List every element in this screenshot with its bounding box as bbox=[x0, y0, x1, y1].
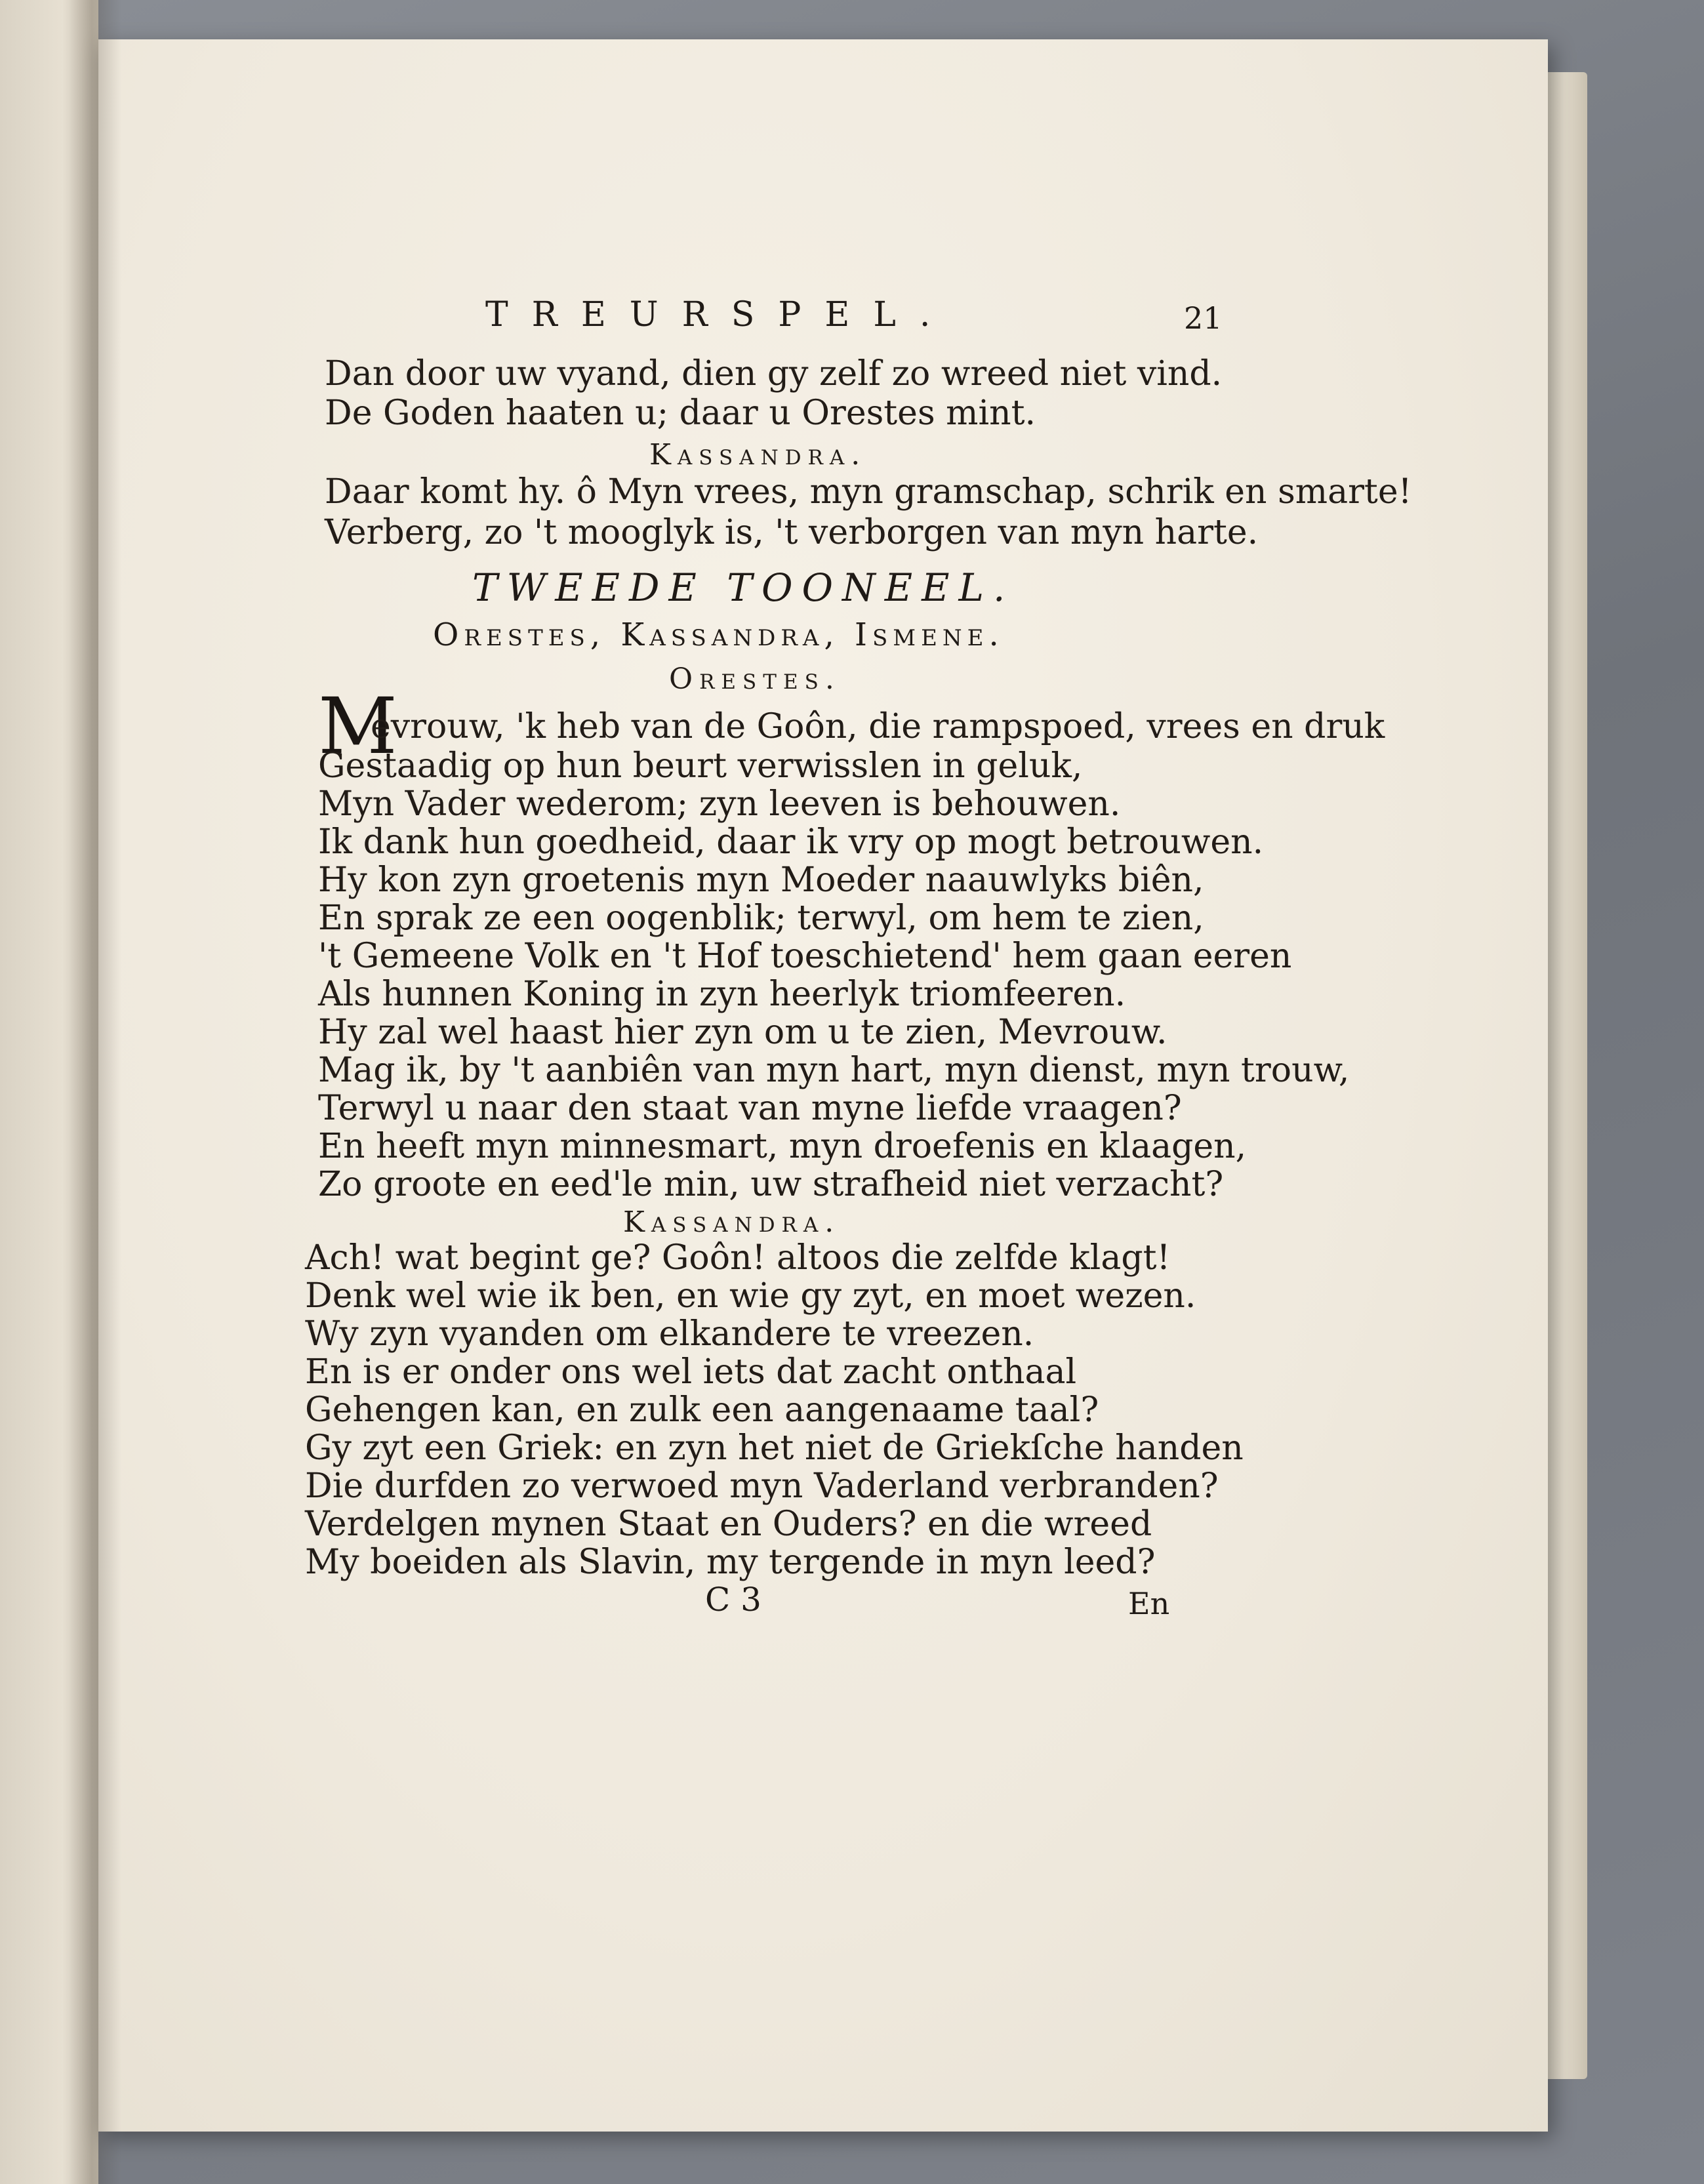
verse-line: Dan door uw vyand, dien gy zelf zo wreed niet vind. bbox=[325, 354, 1223, 394]
catchword: En bbox=[1128, 1586, 1170, 1621]
verse-line: 't Gemeene Volk en 't Hof toeschietend' hem gaan eeren bbox=[318, 937, 1292, 976]
speaker-name: Kassandra. bbox=[649, 438, 867, 472]
speaker-name: Kassandra. bbox=[623, 1205, 841, 1239]
verse-line: Gy zyt een Griek: en zyn het niet de Griekſche handen bbox=[305, 1428, 1244, 1468]
verse-line: Zo groote en eed'le min, uw strafheid niet verzacht? bbox=[318, 1165, 1224, 1204]
verse-line: Denk wel wie ik ben, en wie gy zyt, en moet wezen. bbox=[305, 1276, 1196, 1316]
verse-line: Als hunnen Koning in zyn heerlyk triomfeeren. bbox=[318, 975, 1126, 1014]
book-gutter-shadow bbox=[62, 0, 121, 2184]
signature-mark: C 3 bbox=[705, 1581, 761, 1619]
verse-line: Mag ik, by 't aanbiên van myn hart, myn dienst, myn trouw, bbox=[318, 1051, 1350, 1090]
verse-line: Verdelgen mynen Staat en Ouders? en die wreed bbox=[305, 1505, 1152, 1544]
verse-line: Ik dank hun goedheid, daar ik vry op mogt betrouwen. bbox=[318, 822, 1264, 862]
verse-line: Hy kon zyn groetenis myn Moeder naauwlyks biên, bbox=[318, 860, 1204, 900]
scene-cast: Orestes, Kassandra, Ismene. bbox=[433, 617, 1004, 653]
speaker-name: Orestes. bbox=[669, 662, 841, 696]
verse-line: Verberg, zo 't mooglyk is, 't verborgen van myn harte. bbox=[325, 513, 1259, 552]
verse-line: Gestaadig op hun beurt verwisslen in geluk, bbox=[318, 746, 1083, 786]
verse-line: Myn Vader wederom; zyn leeven is behouwen. bbox=[318, 784, 1121, 824]
verse-line: De Goden haaten u; daar u Orestes mint. bbox=[325, 394, 1036, 433]
verse-line: Die durfden zo verwoed myn Vaderland verbranden? bbox=[305, 1466, 1219, 1506]
verse-line: Ach! wat begint ge? Goôn! altoos die zelfde klagt! bbox=[305, 1238, 1171, 1278]
verse-line: Gehengen kan, en zulk een aangenaame taal? bbox=[305, 1390, 1099, 1430]
verse-line: evrouw, 'k heb van de Goôn, die rampspoed, vrees en druk bbox=[371, 707, 1385, 746]
verse-line: Daar komt hy. ô Myn vrees, myn gramschap, schrik en smarte! bbox=[325, 472, 1412, 512]
running-title: TREURSPEL. bbox=[485, 295, 954, 334]
verse-line: En heeft myn minnesmart, myn droefenis en klaagen, bbox=[318, 1127, 1247, 1166]
verse-line: En sprak ze een oogenblik; terwyl, om hem te zien, bbox=[318, 899, 1204, 938]
page-number: 21 bbox=[1184, 300, 1223, 336]
verse-line: My boeiden als Slavin, my tergende in myn leed? bbox=[305, 1543, 1156, 1582]
verse-line: Wy zyn vyanden om elkandere te vreezen. bbox=[305, 1314, 1034, 1354]
verse-line: En is er onder ons wel iets dat zacht onthaal bbox=[305, 1352, 1077, 1392]
drop-cap: M bbox=[318, 681, 397, 771]
verse-line: Terwyl u naar den staat van myne liefde vraagen? bbox=[318, 1089, 1182, 1128]
scene-title: TWEEDE TOONEEL. bbox=[472, 565, 1015, 610]
verse-line: Hy zal wel haast hier zyn om u te zien, Mevrouw. bbox=[318, 1013, 1167, 1052]
